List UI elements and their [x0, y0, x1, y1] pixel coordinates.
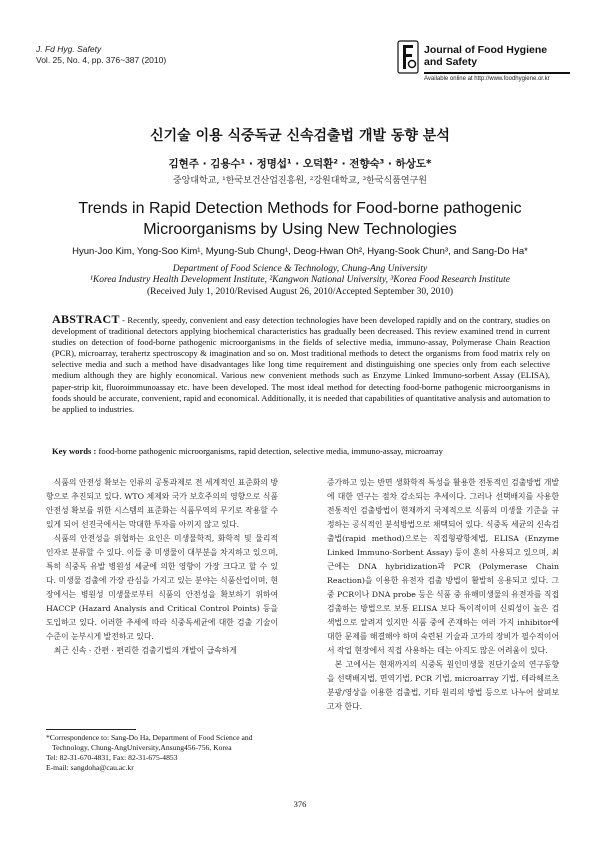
journal-name-line2: and Safety: [424, 56, 478, 68]
journal-logo-icon: [397, 40, 419, 74]
affiliations-english: ¹Korea Industry Health Development Institute, ²Kangwon National University, ³Korea Food Research Institute: [90, 275, 510, 285]
body-column-right: [327, 476, 559, 714]
page-number: 376: [293, 799, 307, 809]
correspondence-footnote: [46, 733, 306, 773]
footnote-line: *Correspondence to: Sang-Do Ha, Department of Food Science and: [46, 733, 253, 742]
body-paragraph: 최근 신속 · 간편 · 편리한 검출기법의 개발이 급속하게: [53, 646, 237, 655]
journal-name-line1: Journal of Food Hygiene: [424, 44, 548, 56]
title-korean: 신기술 이용 식중독균 신속검출법 개발 동향 분석: [150, 128, 450, 144]
body-paragraph: 증가하고 있는 반면 생화학적 특성을 활용한 전통적인 검출방법 개발에 대한 연구는 점차 감소되는 추세이다. 그러나 선택배지를 사용한 전통적인 검출방법이 현재까지 국제적으로 식품의 미생물 기준을 규정하는 공식적인 분석방법으로 채택되어 있다. 식중독 세균의 신속검출법(rapid method)으로는 직접형광항체법, ELISA (Enzyme Linked Immuno-Sorbent Assay) 등이 흔히 사용되고 있으며, 최근에는 DNA hybridization과 PCR (Polymerase Chain Reaction)을 이용한 유전자 검출 방법이 활발히 응용되고 있다. 그 중 PCR이나 DNA probe 등은 식품 중 유해미생물의 유전자를 직접 검출하는 방법으로 보통 ELISA 보다 특이적이며 신뢰성이 높은 검색법으로 알려져 있지만 식품 중에 존재하는 여러 가지 inhibitor에 대한 문제를 해결해야 하며 숙련된 기술과 고가의 장비가 필수적이어서 작업 현장에서 직접 사용하는 데는 아직도 많은 어려움이 있다.: [327, 478, 559, 655]
footnote-rule: [46, 729, 136, 730]
keywords-text: food-borne pathogenic microorganisms, rapid detection, selective media, immuno-assay, microarray: [96, 446, 443, 456]
header-rule: [424, 72, 570, 74]
abstract-label: ABSTRACT: [52, 312, 120, 326]
authors-korean: 김현주 · 김용수¹ · 정명섭¹ · 오덕환² · 전향숙³ · 하상도*: [168, 158, 432, 170]
footnote-line: Technology, Chung-AngUniversity,Ansung456-756, Korea: [52, 743, 232, 752]
title-english: [0, 198, 600, 240]
title-english-line1: Trends in Rapid Detection Methods for Food-borne pathogenic: [78, 200, 522, 217]
body-column-left: [46, 476, 278, 658]
body-paragraph: 식품의 안전성을 위협하는 요인은 미생물학적, 화학적 및 물리적 인자로 분류할 수 있다. 이들 중 미생물이 대부분을 차지하고 있으며, 특히 식중독 유발 병원성 세균에 의한 영향이 가장 크다고 할 수 있다. 미생물 검출에 가장 관심을 가지고 있는 분야는 식품산업이며, 현장에서는 병원성 미생물로부터 식품의 안전성을 확보하기 위하여 HACCP (Hazard Analysis and Critical Control Points) 등을 도입하고 있다. 이러한 추세에 따라 식중독세균에 대한 검출 기술이 수준이 눈부시게 발전하고 있다.: [46, 534, 278, 641]
journal-abbrev: J. Fd Hyg. Safety: [36, 44, 102, 54]
body-paragraph: 본 고에서는 현재까지의 식중독 원인미생물 진단기술의 연구동향을 선택배지법, 면역기법, PCR 기법, microarray 기법, 테라헤르츠 분광/영상을 이용한 검출법, 기타 원리의 방법 등으로 나누어 살펴보고자 한다.: [327, 660, 559, 711]
received-dates: (Received July 1, 2010/Revised August 26, 2010/Accepted September 30, 2010): [146, 287, 454, 297]
keywords: [52, 446, 550, 456]
body-paragraph: 식품의 안전성 확보는 인류의 공통과제로 전 세계적인 표준화의 방향으로 추진되고 있다. WTO 체제와 국가 보호주의의 영향으로 식품안전성 확보를 위한 시스템의 표준화는 식품무역의 무기로 작용할 수 있게 되어 선진국에서는 막대한 투자를 아끼지 않고 있다.: [46, 478, 278, 529]
authors-english: Hyun-Joo Kim, Yong-Soo Kim¹, Myung-Sub Chung¹, Deog-Hwan Oh², Hyang-Sook Chun³, and Sang-Do Ha*: [72, 246, 528, 257]
footnote-line: Tel: 82-31-670-4831, Fax: 82-31-675-4853: [46, 753, 178, 762]
journal-name: [424, 44, 547, 68]
title-english-line2: Microorganisms by Using New Technologies: [143, 221, 457, 238]
footnote-email: E-mail: sangdoha@cau.ac.kr: [46, 763, 134, 772]
journal-citation: [36, 44, 166, 66]
abstract-text: - Recently, speedy, convenient and easy detection technologies have been developed rapidly and on the contrary, studies on development of traditional detectors applying biochemical characteristics has gradually been decreased. This review examined trend in current studies on detection of food-borne pathogenic microorganisms in the fields of selective media, immuno-assay, Polymerase Chain Reaction (PCR), microarray, terahertz spectroscopy & imagination and so on. Most traditional methods to detect the organisms from food matrix rely on selective media and such a method have disadvantages like long time requirement and distinguishing one species only from each selective medium although they are highly economical. Various new convenient methods such as Enzyme Linked Immuno-sorbent Assay (ELISA), paper-strip kit, fluoroimmunoassay etc. have been developed. The most ideal method for detecting food-borne pathogenic microorganisms in foods should be accurate, convenient, rapid and economical. Additionally, it is needed that capabilities of quantitative analysis and automation to be applied to industries.: [52, 315, 550, 414]
abstract: [52, 314, 550, 415]
volume-info: Vol. 25, No. 4, pp. 376~387 (2010): [36, 55, 167, 65]
journal-url: Available online at http://www.foodhygiene.or.kr: [424, 76, 550, 82]
department-english: Department of Food Science & Technology, Chung-Ang University: [172, 264, 428, 274]
affiliations-korean: 중앙대학교, ¹한국보건산업진흥원, ²강원대학교, ³한국식품연구원: [172, 176, 428, 186]
keywords-label: Key words :: [52, 446, 97, 456]
